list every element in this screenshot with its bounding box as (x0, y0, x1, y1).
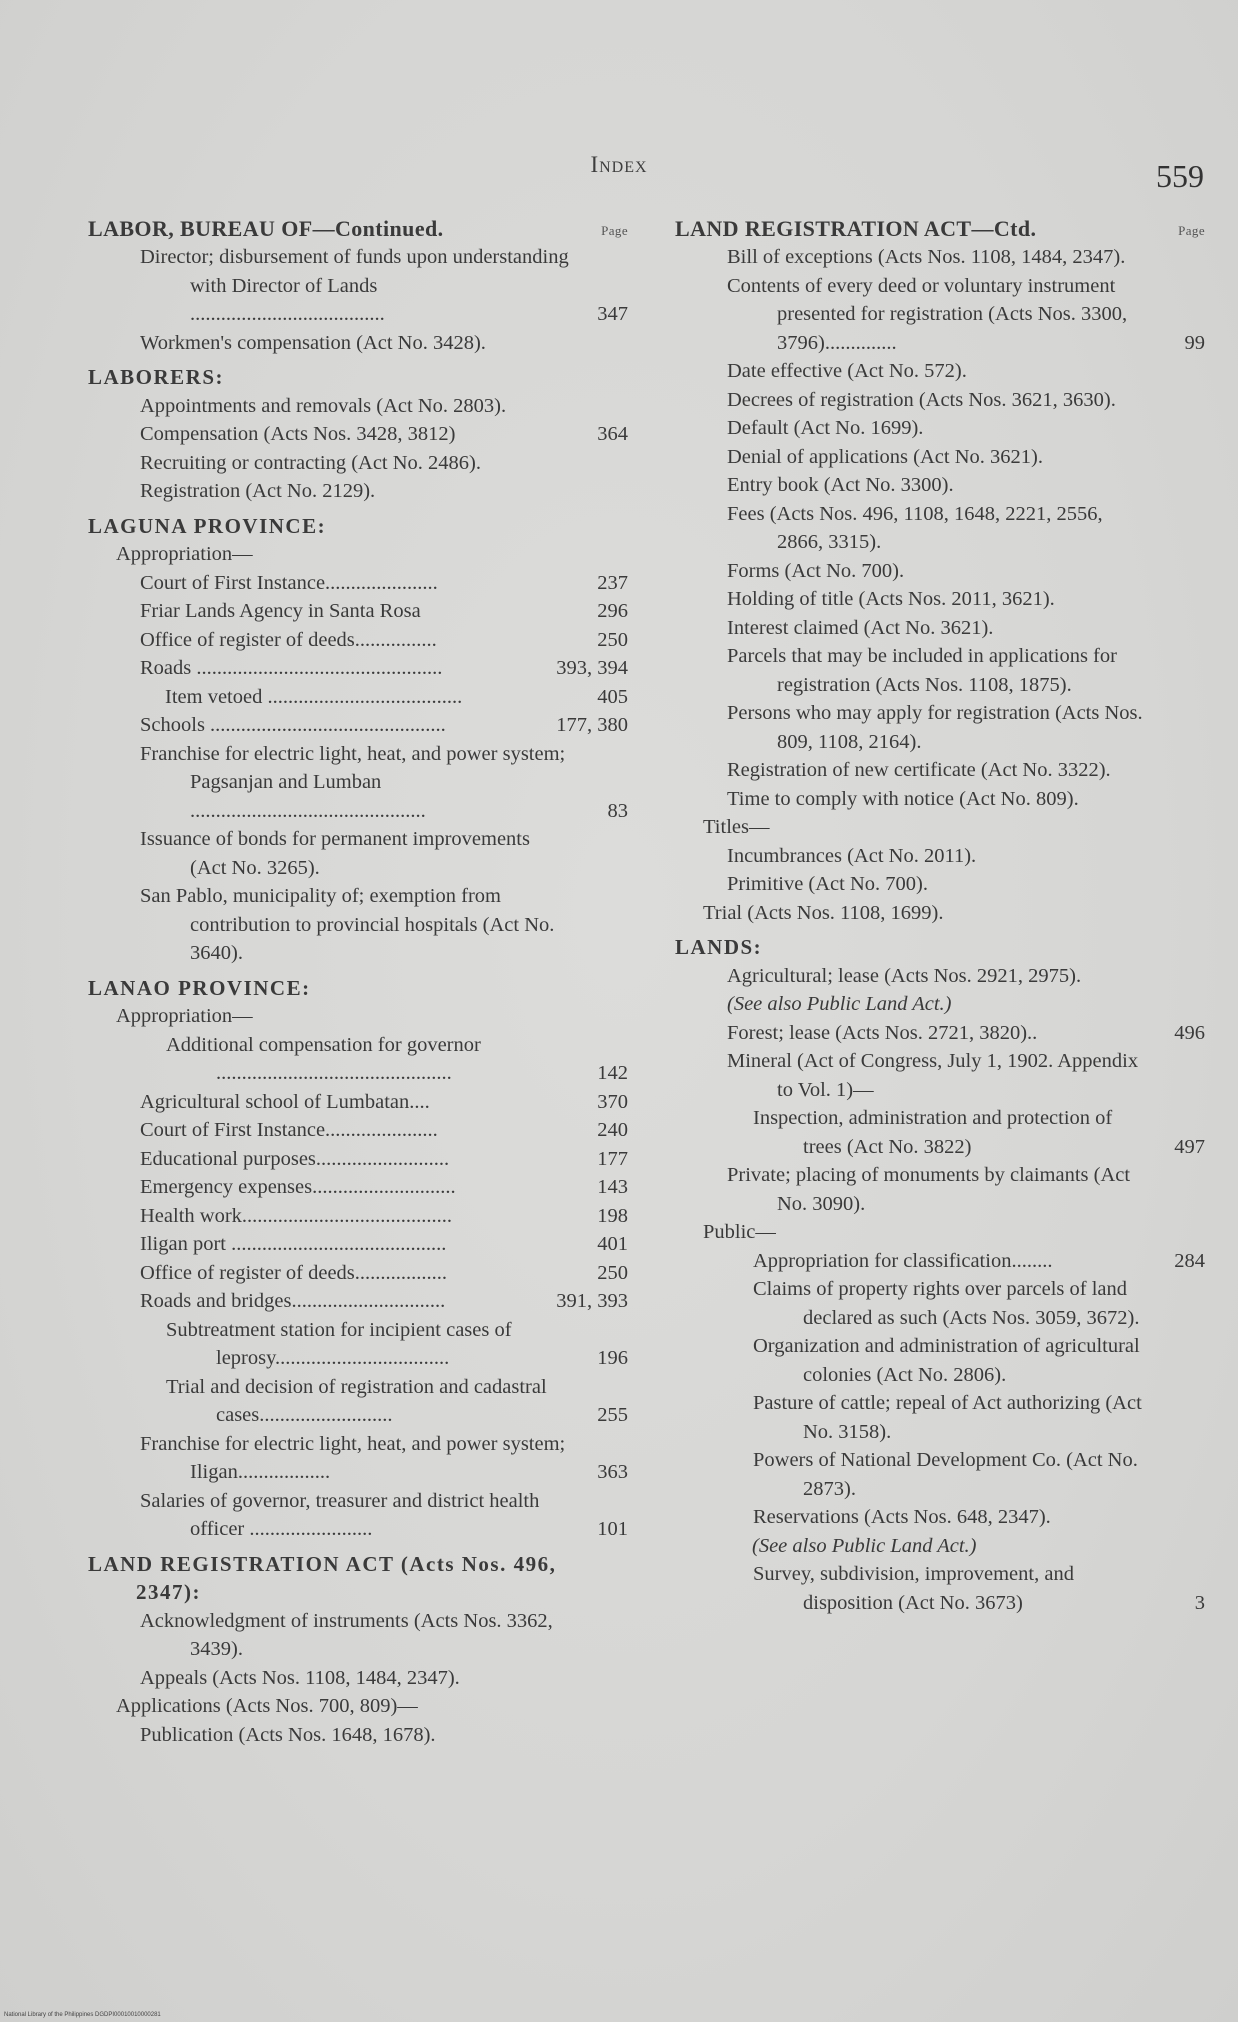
index-entry: Appropriation— (116, 1005, 253, 1027)
index-entry: Trial (Acts Nos. 1108, 1699). (703, 901, 944, 924)
index-entry: Decrees of registration (Acts Nos. 3621, 3630). (727, 388, 1116, 411)
index-entry: Interest claimed (Act No. 3621). (727, 616, 994, 639)
index-entry: Friar Lands Agency in Santa Rosa 296 (140, 600, 628, 622)
index-entry: Director; disbursement of funds upon understanding with Director of Lands ...................................... 347 (140, 246, 628, 325)
index-entry: Forms (Act No. 700). (727, 559, 905, 582)
index-entry: Powers of National Development Co. (Act No. 2873). (753, 1449, 1138, 1500)
index-entry: Appropriation for classification........ 284 (753, 1249, 1205, 1272)
index-entry: Schools .............................................. 177, 380 (140, 714, 628, 736)
index-entry: Public— (703, 1221, 776, 1243)
index-entry: Agricultural; lease (Acts Nos. 2921, 2975). (727, 964, 1082, 987)
index-entry: Reservations (Acts Nos. 648, 2347). (753, 1506, 1051, 1528)
index-entry: Franchise for electric light, heat, and power system; Iligan.................. 363 (140, 1432, 628, 1483)
index-entry: Fees (Acts Nos. 496, 1108, 1648, 2221, 2556, 2866, 3315). (727, 502, 1103, 553)
index-entry: Entry book (Act No. 3300). (727, 474, 954, 496)
index-entry: Date effective (Act No. 572). (727, 360, 967, 382)
see-also-note: (See also Public Land Act.) (752, 1534, 977, 1557)
index-entry: Additional compensation for governor .............................................. 142 (166, 1033, 628, 1084)
index-entry: Agricultural school of Lumbatan.... 370 (140, 1090, 628, 1113)
index-entry: Mineral (Act of Congress, July 1, 1902. Appendix to Vol. 1)— (727, 1050, 1139, 1101)
index-entry: Primitive (Act No. 700). (727, 873, 928, 895)
index-entry: Appointments and removals (Act No. 2803). (140, 394, 507, 417)
index-heading: LAGUNA PROVINCE: (88, 513, 327, 538)
index-entry: Incumbrances (Act No. 2011). (727, 844, 977, 867)
page-column-label: Page (601, 223, 628, 238)
page-column-label: Page (1178, 223, 1205, 238)
index-entry: Appeals (Acts Nos. 1108, 1484, 2347). (140, 1666, 460, 1689)
index-heading: LAND REGISTRATION ACT (Acts Nos. 496, 2347): (88, 1551, 557, 1604)
index-entry: Persons who may apply for registration (Acts Nos. 809, 1108, 2164). (727, 702, 1143, 753)
index-entry: Issuance of bonds for permanent improvements (Act No. 3265). (140, 828, 530, 879)
index-heading: LABORERS: (88, 365, 225, 389)
index-entry: Forest; lease (Acts Nos. 2721, 3820).. 496 (727, 1021, 1205, 1044)
index-entry: Holding of title (Acts Nos. 2011, 3621). (727, 588, 1055, 610)
index-entry: Subtreatment station for incipient cases of leprosy.................................. 196 (166, 1318, 628, 1369)
index-entry: Contents of every deed or voluntary instrument presented for registration (Acts Nos. 3300, 3796).............. 99 (727, 274, 1205, 354)
index-entry: Emergency expenses............................ 143 (140, 1176, 628, 1198)
column-header: LABOR, BUREAU OF—Continued. Page (88, 215, 628, 243)
index-entry: Claims of property rights over parcels of land declared as such (Acts Nos. 3059, 3672). (753, 1278, 1140, 1329)
index-entry: Roads ................................................ 393, 394 (140, 657, 628, 679)
index-entry: Survey, subdivision, improvement, and disposition (Act No. 3673) 3 (753, 1563, 1205, 1614)
index-entry: Workmen's compensation (Act No. 3428). (140, 331, 486, 354)
index-entry: Applications (Acts Nos. 700, 809)— (116, 1695, 418, 1717)
page-number: 559 (1156, 158, 1204, 194)
index-entry: Trial and decision of registration and cadastral cases.......................... 255 (166, 1375, 628, 1426)
see-also-note: (See also Public Land Act.) (727, 993, 952, 1015)
index-entry: Registration of new certificate (Act No. 3322). (727, 759, 1111, 781)
index-entry: Parcels that may be included in applications for registration (Acts Nos. 1108, 1875). (727, 645, 1117, 696)
index-entry: Inspection, administration and protection of trees (Act No. 3822) 497 (753, 1107, 1205, 1158)
index-entry: Private; placing of monuments by claimants (Act No. 3090). (727, 1164, 1131, 1215)
scan-footer-note: National Library of the Philippines DGDPI00010010000281 (4, 2012, 161, 2018)
index-heading: LANAO PROVINCE: (88, 975, 311, 1000)
index-entry: Office of register of deeds.................. 250 (140, 1261, 628, 1284)
index-entry: Time to comply with notice (Act No. 809). (727, 787, 1079, 810)
index-entry: Registration (Act No. 2129). (140, 480, 376, 502)
index-entry: Acknowledgment of instruments (Acts Nos. 3362, 3439). (140, 1609, 553, 1660)
index-entry: Titles— (703, 816, 770, 838)
index-entry: Compensation (Acts Nos. 3428, 3812) 364 (140, 423, 628, 445)
right-column (675, 215, 1205, 1617)
index-entry: Default (Act No. 1699). (727, 417, 924, 439)
index-entry: Educational purposes.......................... 177 (140, 1147, 628, 1170)
index-entry: Appropriation— (116, 543, 253, 565)
index-entry: Recruiting or contracting (Act No. 2486). (140, 451, 482, 474)
index-entry: Office of register of deeds................ 250 (140, 628, 628, 651)
index-entry: Bill of exceptions (Acts Nos. 1108, 1484, 2347). (727, 246, 1126, 268)
index-entry: Roads and bridges.............................. 391, 393 (140, 1290, 628, 1312)
index-entry: Organization and administration of agricultural colonies (Act No. 2806). (753, 1335, 1140, 1386)
running-head: Index (590, 152, 648, 177)
index-entry: Health work......................................... 198 (140, 1204, 628, 1227)
index-entry: Item vetoed ...................................... 405 (165, 685, 628, 708)
index-entry: San Pablo, municipality of; exemption from contribution to provincial hospitals (Act No. 3640). (140, 885, 555, 964)
index-entry: Court of First Instance...................... 237 (140, 571, 628, 594)
left-column (88, 215, 628, 1749)
index-entry: Iligan port .......................................... 401 (140, 1233, 628, 1255)
index-entry: Publication (Acts Nos. 1648, 1678). (140, 1723, 436, 1746)
index-entry: Salaries of governor, treasurer and district health officer ........................ 101 (140, 1489, 628, 1540)
column-header: LAND REGISTRATION ACT—Ctd. Page (675, 215, 1205, 243)
index-entry: Denial of applications (Act No. 3621). (727, 445, 1043, 468)
index-entry: Court of First Instance...................... 240 (140, 1119, 628, 1141)
index-entry: Pasture of cattle; repeal of Act authorizing (Act No. 3158). (753, 1392, 1142, 1443)
index-heading: LANDS: (675, 935, 763, 959)
index-entry: Franchise for electric light, heat, and power system; Pagsanjan and Lumban .............................................. 83 (140, 742, 628, 822)
